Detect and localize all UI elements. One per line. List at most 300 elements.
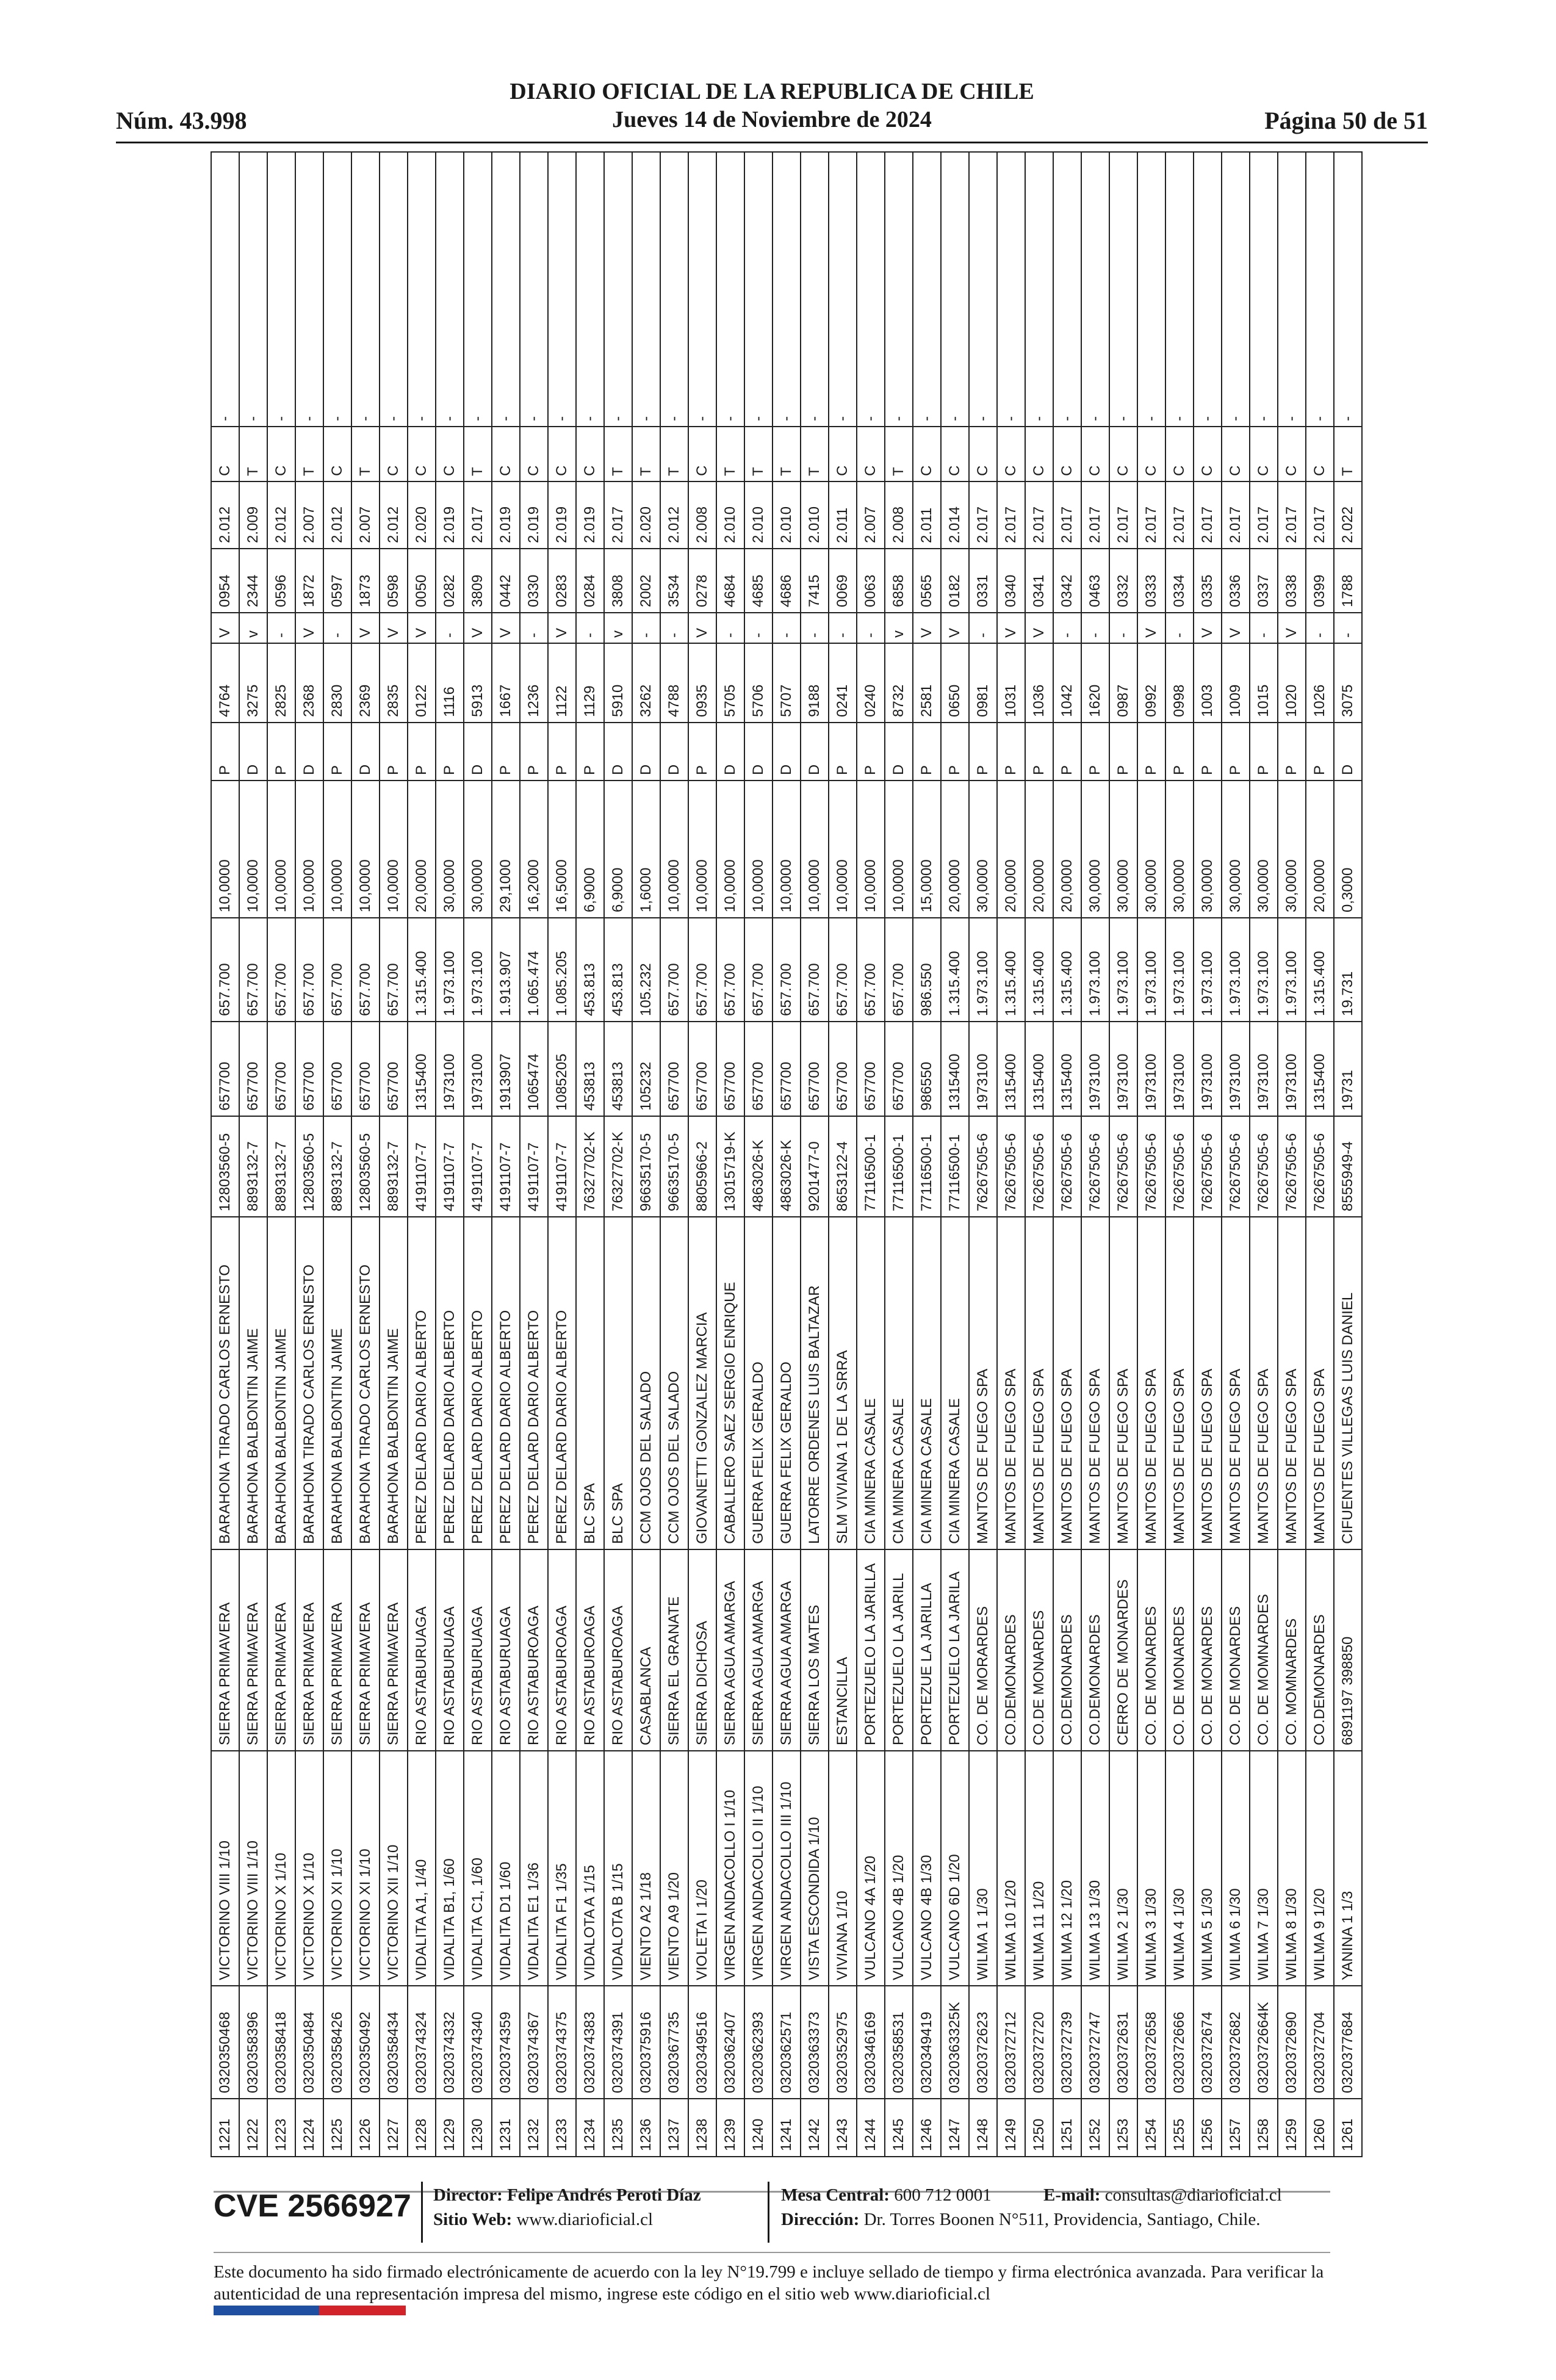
table-cell: RIO ASTABUROAGA — [520, 1549, 548, 1751]
table-cell: P — [913, 723, 941, 781]
table-row — [1222, 152, 1250, 2157]
table-cell: SIERRA PRIMAVERA — [239, 1549, 267, 1751]
table-cell: 2.012 — [380, 481, 408, 549]
table-cell: 2.017 — [1165, 481, 1194, 549]
table-cell: v — [885, 613, 913, 643]
table-cell: WILMA 1 1/30 — [969, 1751, 997, 1986]
table-cell: 1.973.100 — [436, 918, 464, 1022]
table-cell: PEREZ DELARD DARIO ALBERTO — [548, 1217, 576, 1549]
table-cell: 1129 — [576, 643, 604, 723]
table-cell: BARAHONA BALBONTIN JAIME — [267, 1217, 295, 1549]
table-cell: - — [716, 152, 744, 427]
table-cell: 0320363373 — [801, 1986, 829, 2099]
table-cell: CIA MINERA CASALE — [885, 1217, 913, 1549]
table-cell: 2.011 — [913, 481, 941, 549]
table-cell: C — [829, 427, 857, 481]
table-cell: - — [801, 152, 829, 427]
table-cell: VICTORINO VIII 1/10 — [239, 1751, 267, 1986]
table-cell: 0954 — [211, 549, 239, 613]
table-cell: D — [632, 723, 660, 781]
table-cell: C — [520, 427, 548, 481]
table-cell: 0320374375 — [548, 1986, 576, 2099]
table-cell: WILMA 4 1/30 — [1165, 1751, 1194, 1986]
table-cell: 0330 — [520, 549, 548, 613]
table-cell: 1224 — [295, 2099, 323, 2157]
table-cell: BLC SPA — [604, 1217, 632, 1549]
table-cell: WILMA 11 1/20 — [1025, 1751, 1053, 1986]
table-cell: P — [1250, 723, 1278, 781]
table-row — [773, 152, 801, 2157]
table-cell: 30,0000 — [436, 781, 464, 918]
table-cell: V — [1222, 613, 1250, 643]
table-cell: VISTA ESCONDIDA 1/10 — [801, 1751, 829, 1986]
table-row — [997, 152, 1025, 2157]
table-cell: 20,0000 — [1053, 781, 1081, 918]
table-row — [857, 152, 885, 2157]
table-cell: - — [829, 613, 857, 643]
table-cell: 0320372623 — [969, 1986, 997, 2099]
table-cell: 0565 — [913, 549, 941, 613]
table-cell: P — [211, 723, 239, 781]
table-cell: 1973100 — [1250, 1022, 1278, 1116]
table-cell: - — [576, 613, 604, 643]
table-cell: 657700 — [857, 1022, 885, 1116]
table-cell: 8893132-7 — [323, 1116, 351, 1217]
table-cell: 1.973.100 — [1137, 918, 1165, 1022]
table-cell: 1315400 — [1025, 1022, 1053, 1116]
table-cell: 657.700 — [267, 918, 295, 1022]
table-cell: 1.973.100 — [464, 918, 492, 1022]
table-cell: 2.010 — [801, 481, 829, 549]
table-cell: 76327702-K — [604, 1116, 632, 1217]
table-cell: 10,0000 — [660, 781, 688, 918]
email-label: E-mail: — [1043, 2185, 1101, 2205]
table-cell: V — [997, 613, 1025, 643]
table-cell: 2.008 — [885, 481, 913, 549]
table-cell: BARAHONA BALBONTIN JAIME — [239, 1217, 267, 1549]
table-cell: VICTORINO X 1/10 — [267, 1751, 295, 1986]
table-cell: P — [576, 723, 604, 781]
table-row — [1334, 152, 1362, 2157]
table-cell: 1240 — [744, 2099, 773, 2157]
table-cell: - — [323, 613, 351, 643]
table-cell: 453.813 — [576, 918, 604, 1022]
table-cell: 2.020 — [632, 481, 660, 549]
table-cell: 76267505-6 — [1109, 1116, 1137, 1217]
table-cell: 2.019 — [520, 481, 548, 549]
table-cell: 76267505-6 — [1025, 1116, 1053, 1217]
table-cell: SIERRA PRIMAVERA — [351, 1549, 380, 1751]
table-cell: V — [548, 613, 576, 643]
table-cell: VIRGEN ANDACOLLO III 1/10 — [773, 1751, 801, 1986]
table-cell: 0,3000 — [1334, 781, 1362, 918]
table-cell: 2368 — [295, 643, 323, 723]
table-cell: CO. DE MONARDES — [1222, 1549, 1250, 1751]
table-cell: 76267505-6 — [969, 1116, 997, 1217]
table-cell: 10,0000 — [323, 781, 351, 918]
page-header — [116, 78, 1428, 145]
table-cell: 657700 — [295, 1022, 323, 1116]
table-cell: 657.700 — [211, 918, 239, 1022]
table-cell: VICTORINO XI 1/10 — [351, 1751, 380, 1986]
table-cell: 30,0000 — [1109, 781, 1137, 918]
table-cell: - — [492, 152, 520, 427]
table-cell: PEREZ DELARD DARIO ALBERTO — [520, 1217, 548, 1549]
table-cell: V — [913, 613, 941, 643]
table-cell: 2.019 — [492, 481, 520, 549]
table-cell: 0338 — [1278, 549, 1306, 613]
table-cell: CO. DE MOMNARDES — [1250, 1549, 1278, 1751]
table-cell: 1239 — [716, 2099, 744, 2157]
table-cell: T — [773, 427, 801, 481]
table-row — [801, 152, 829, 2157]
table-row — [267, 152, 295, 2157]
table-cell: 2.017 — [1306, 481, 1334, 549]
table-cell: - — [1334, 613, 1362, 643]
table-cell: 657700 — [380, 1022, 408, 1116]
table-cell: 1227 — [380, 2099, 408, 2157]
table-cell: 76267505-6 — [1250, 1116, 1278, 1217]
table-cell: - — [773, 613, 801, 643]
table-cell: - — [660, 152, 688, 427]
table-cell: 657.700 — [744, 918, 773, 1022]
table-row — [969, 152, 997, 2157]
table-cell: 7415 — [801, 549, 829, 613]
table-cell: 76267505-6 — [1053, 1116, 1081, 1217]
table-cell: 0320372674 — [1194, 1986, 1222, 2099]
table-cell: 0241 — [829, 643, 857, 723]
table-cell: P — [1306, 723, 1334, 781]
table-cell: CO. DE MORARDES — [969, 1549, 997, 1751]
table-row — [1194, 152, 1222, 2157]
table-cell: 76267505-6 — [1081, 1116, 1109, 1217]
table-cell: 77116500-1 — [857, 1116, 885, 1217]
table-cell: VIRGEN ANDACOLLO II 1/10 — [744, 1751, 773, 1986]
table-cell: 77116500-1 — [913, 1116, 941, 1217]
table-cell: C — [380, 427, 408, 481]
table-cell: 1238 — [688, 2099, 716, 2157]
table-row — [1165, 152, 1194, 2157]
table-cell: MANTOS DE FUEGO SPA — [1025, 1217, 1053, 1549]
table-cell: 657.700 — [801, 918, 829, 1022]
table-cell: 1241 — [773, 2099, 801, 2157]
table-cell: 1.973.100 — [1165, 918, 1194, 1022]
table-cell: PORTEZUELO LA JARILL — [885, 1549, 913, 1751]
table-cell: D — [604, 723, 632, 781]
table-cell: 0283 — [548, 549, 576, 613]
table-cell: 0320362407 — [716, 1986, 744, 2099]
table-cell: BARAHONA TIRADO CARLOS ERNESTO — [351, 1217, 380, 1549]
table-cell: 0320372664K — [1250, 1986, 1278, 2099]
table-cell: P — [1109, 723, 1137, 781]
table-cell: - — [436, 152, 464, 427]
table-cell: C — [1306, 427, 1334, 481]
table-cell: VULCANO 4B 1/20 — [885, 1751, 913, 1986]
table-row — [688, 152, 716, 2157]
table-cell: 30,0000 — [1137, 781, 1165, 918]
table-cell: 1065474 — [520, 1022, 548, 1116]
table-cell: 8893132-7 — [267, 1116, 295, 1217]
table-cell: 4764 — [211, 643, 239, 723]
table-cell: 0320362571 — [773, 1986, 801, 2099]
table-cell: 1.315.400 — [941, 918, 969, 1022]
table-cell: 19.731 — [1334, 918, 1362, 1022]
table-cell: 1249 — [997, 2099, 1025, 2157]
table-cell: VULCANO 6D 1/20 — [941, 1751, 969, 1986]
table-cell: MANTOS DE FUEGO SPA — [997, 1217, 1025, 1549]
address-label: Dirección: — [781, 2210, 860, 2229]
table-cell: 3534 — [660, 549, 688, 613]
table-cell: 10,0000 — [380, 781, 408, 918]
table-cell: 657700 — [829, 1022, 857, 1116]
address-line — [781, 2210, 1260, 2230]
table-cell: 1.973.100 — [1250, 918, 1278, 1022]
table-cell: 453813 — [604, 1022, 632, 1116]
table-cell: P — [380, 723, 408, 781]
table-cell: - — [351, 152, 380, 427]
page-number: Página 50 de 51 — [1264, 107, 1428, 134]
table-cell: - — [688, 152, 716, 427]
table-cell: - — [323, 152, 351, 427]
table-cell: 8805966-2 — [688, 1116, 716, 1217]
table-cell: 1247 — [941, 2099, 969, 2157]
table-cell: 2.008 — [688, 481, 716, 549]
table-cell: VIENTO A2 1/18 — [632, 1751, 660, 1986]
table-cell: SIERRA PRIMAVERA — [380, 1549, 408, 1751]
table-cell: 0320358418 — [267, 1986, 295, 2099]
table-cell: MANTOS DE FUEGO SPA — [1250, 1217, 1278, 1549]
concessions-table — [211, 151, 1363, 2157]
table-cell: P — [1081, 723, 1109, 781]
table-cell: - — [773, 152, 801, 427]
table-cell: - — [885, 152, 913, 427]
table-cell: C — [1053, 427, 1081, 481]
table-cell: 1221 — [211, 2099, 239, 2157]
table-cell: C — [548, 427, 576, 481]
table-cell: 657700 — [239, 1022, 267, 1116]
site-link[interactable]: www.diarioficial.cl — [516, 2210, 654, 2229]
site-label: Sitio Web: — [433, 2210, 513, 2229]
table-cell: SIERRA AGUA AMARGA — [773, 1549, 801, 1751]
table-cell: 0240 — [857, 643, 885, 723]
table-cell: T — [1334, 427, 1362, 481]
table-cell: 657700 — [267, 1022, 295, 1116]
table-cell: D — [801, 723, 829, 781]
table-cell: 8653122-4 — [829, 1116, 857, 1217]
table-cell: 1229 — [436, 2099, 464, 2157]
table-row — [548, 152, 576, 2157]
table-cell: 2830 — [323, 643, 351, 723]
table-cell: 4191107-7 — [408, 1116, 436, 1217]
table-cell: 2.017 — [969, 481, 997, 549]
table-cell: 2.017 — [1194, 481, 1222, 549]
table-cell: 0442 — [492, 549, 520, 613]
table-cell: 2.014 — [941, 481, 969, 549]
table-cell: 3808 — [604, 549, 632, 613]
table-cell: MANTOS DE FUEGO SPA — [1194, 1217, 1222, 1549]
table-row — [744, 152, 773, 2157]
table-cell: P — [492, 723, 520, 781]
table-cell: V — [1278, 613, 1306, 643]
table-cell: PEREZ DELARD DARIO ALBERTO — [436, 1217, 464, 1549]
table-cell: VIRGEN ANDACOLLO I 1/10 — [716, 1751, 744, 1986]
table-cell: 0320375916 — [632, 1986, 660, 2099]
table-cell: 0320374367 — [520, 1986, 548, 2099]
table-cell: 2.009 — [239, 481, 267, 549]
table-cell: 2.010 — [773, 481, 801, 549]
table-cell: 2.022 — [1334, 481, 1362, 549]
table-cell: 0320372712 — [997, 1986, 1025, 2099]
table-cell: 1255 — [1165, 2099, 1194, 2157]
table-cell: 657.700 — [857, 918, 885, 1022]
table-cell: MANTOS DE FUEGO SPA — [969, 1217, 997, 1549]
table-cell: 1254 — [1137, 2099, 1165, 2157]
table-cell: 657700 — [773, 1022, 801, 1116]
table-cell: 2.019 — [436, 481, 464, 549]
table-cell: - — [295, 152, 323, 427]
table-cell: 0320372739 — [1053, 1986, 1081, 2099]
table-cell: 2.017 — [1081, 481, 1109, 549]
table-cell: 8732 — [885, 643, 913, 723]
table-cell: 1226 — [351, 2099, 380, 2157]
table-cell: - — [267, 613, 295, 643]
table-cell: 0320377684 — [1334, 1986, 1362, 2099]
table-cell: 0342 — [1053, 549, 1081, 613]
table-cell: 2.017 — [1053, 481, 1081, 549]
table-cell: 2.007 — [857, 481, 885, 549]
table-cell: 1122 — [548, 643, 576, 723]
table-cell: - — [436, 613, 464, 643]
table-cell: CO.DEMONARDES — [1053, 1549, 1081, 1751]
table-cell: 4863026-K — [773, 1116, 801, 1217]
table-cell: 1973100 — [1109, 1022, 1137, 1116]
table-cell: - — [1053, 152, 1081, 427]
table-cell: 0336 — [1222, 549, 1250, 613]
table-cell: 1230 — [464, 2099, 492, 2157]
table-cell: VICTORINO VIII 1/10 — [211, 1751, 239, 1986]
table-row — [660, 152, 688, 2157]
table-row — [211, 152, 239, 2157]
table-cell: 1.315.400 — [1025, 918, 1053, 1022]
table-row — [1278, 152, 1306, 2157]
table-cell: LATORRE ORDENES LUIS BALTAZAR — [801, 1217, 829, 1549]
table-cell: 2835 — [380, 643, 408, 723]
table-cell: SIERRA DICHOSA — [688, 1549, 716, 1751]
table-row — [1306, 152, 1334, 2157]
table-cell: 1788 — [1334, 549, 1362, 613]
table-cell: P — [1025, 723, 1053, 781]
table-cell: - — [1165, 613, 1194, 643]
table-cell: C — [1109, 427, 1137, 481]
table-cell: 0463 — [1081, 549, 1109, 613]
table-cell: V — [688, 613, 716, 643]
table-cell: 5705 — [716, 643, 744, 723]
table-cell: - — [632, 152, 660, 427]
table-cell: 0331 — [969, 549, 997, 613]
table-cell: CIA MINERA CASALE — [941, 1217, 969, 1549]
table-cell: 76267505-6 — [997, 1116, 1025, 1217]
table-cell: 1042 — [1053, 643, 1081, 723]
table-cell: 10,0000 — [295, 781, 323, 918]
table-cell: 4684 — [716, 549, 744, 613]
table-cell: 1020 — [1278, 643, 1306, 723]
table-cell: 10,0000 — [351, 781, 380, 918]
table-cell: GUERRA FELIX GERALDO — [744, 1217, 773, 1549]
table-cell: 4686 — [773, 549, 801, 613]
table-cell: WILMA 8 1/30 — [1278, 1751, 1306, 1986]
table-cell: - — [408, 152, 436, 427]
table-cell: 2.012 — [323, 481, 351, 549]
table-cell: 0597 — [323, 549, 351, 613]
table-cell: 10,0000 — [211, 781, 239, 918]
table-cell: WILMA 13 1/30 — [1081, 1751, 1109, 1986]
table-row — [576, 152, 604, 2157]
table-cell: - — [716, 613, 744, 643]
table-cell: P — [1053, 723, 1081, 781]
table-cell: - — [1278, 152, 1306, 427]
table-cell: 2.019 — [548, 481, 576, 549]
director-label: Director: — [433, 2185, 503, 2205]
table-cell: VIOLETA I 1/20 — [688, 1751, 716, 1986]
table-cell: 1,6000 — [632, 781, 660, 918]
table-cell: - — [211, 152, 239, 427]
table-cell: T — [632, 427, 660, 481]
table-cell: 10,0000 — [885, 781, 913, 918]
table-cell: P — [829, 723, 857, 781]
table-cell: 96635170-5 — [660, 1116, 688, 1217]
table-cell: 657700 — [660, 1022, 688, 1116]
table-cell: 6,9000 — [604, 781, 632, 918]
table-cell: 2.007 — [295, 481, 323, 549]
table-cell: 0320350468 — [211, 1986, 239, 2099]
table-cell: 1031 — [997, 643, 1025, 723]
table-cell: 986550 — [913, 1022, 941, 1116]
table-cell: 1.085.205 — [548, 918, 576, 1022]
table-cell: CO. MOMNARDES — [1278, 1549, 1306, 1751]
table-cell: 0981 — [969, 643, 997, 723]
table-cell: 0320372682 — [1222, 1986, 1250, 2099]
table-cell: C — [1025, 427, 1053, 481]
table-cell: 1026 — [1306, 643, 1334, 723]
table-cell: 76267505-6 — [1306, 1116, 1334, 1217]
mesa-label: Mesa Central: — [781, 2185, 890, 2205]
table-cell: MANTOS DE FUEGO SPA — [1053, 1217, 1081, 1549]
table-cell: 1973100 — [1081, 1022, 1109, 1116]
table-cell: 1.973.100 — [1278, 918, 1306, 1022]
email-link[interactable]: consultas@diarioficial.cl — [1104, 2185, 1282, 2205]
table-cell: 0182 — [941, 549, 969, 613]
table-cell: D — [660, 723, 688, 781]
table-cell: VULCANO 4B 1/30 — [913, 1751, 941, 1986]
table-cell: GUERRA FELIX GERALDO — [773, 1217, 801, 1549]
table-cell: 1.065.474 — [520, 918, 548, 1022]
table-cell: C — [576, 427, 604, 481]
table-cell: 0320374383 — [576, 1986, 604, 2099]
table-cell: 0063 — [857, 549, 885, 613]
table-row — [239, 152, 267, 2157]
table-cell: 1245 — [885, 2099, 913, 2157]
table-cell: SIERRA PRIMAVERA — [295, 1549, 323, 1751]
table-cell: 0278 — [688, 549, 716, 613]
table-cell: 10,0000 — [267, 781, 295, 918]
table-cell: 1236 — [520, 643, 548, 723]
table-cell: SIERRA AGUA AMARGA — [744, 1549, 773, 1751]
table-cell: P — [1278, 723, 1306, 781]
table-cell: 30,0000 — [969, 781, 997, 918]
table-cell: 453.813 — [604, 918, 632, 1022]
table-cell: 20,0000 — [1306, 781, 1334, 918]
table-cell: 0998 — [1165, 643, 1194, 723]
